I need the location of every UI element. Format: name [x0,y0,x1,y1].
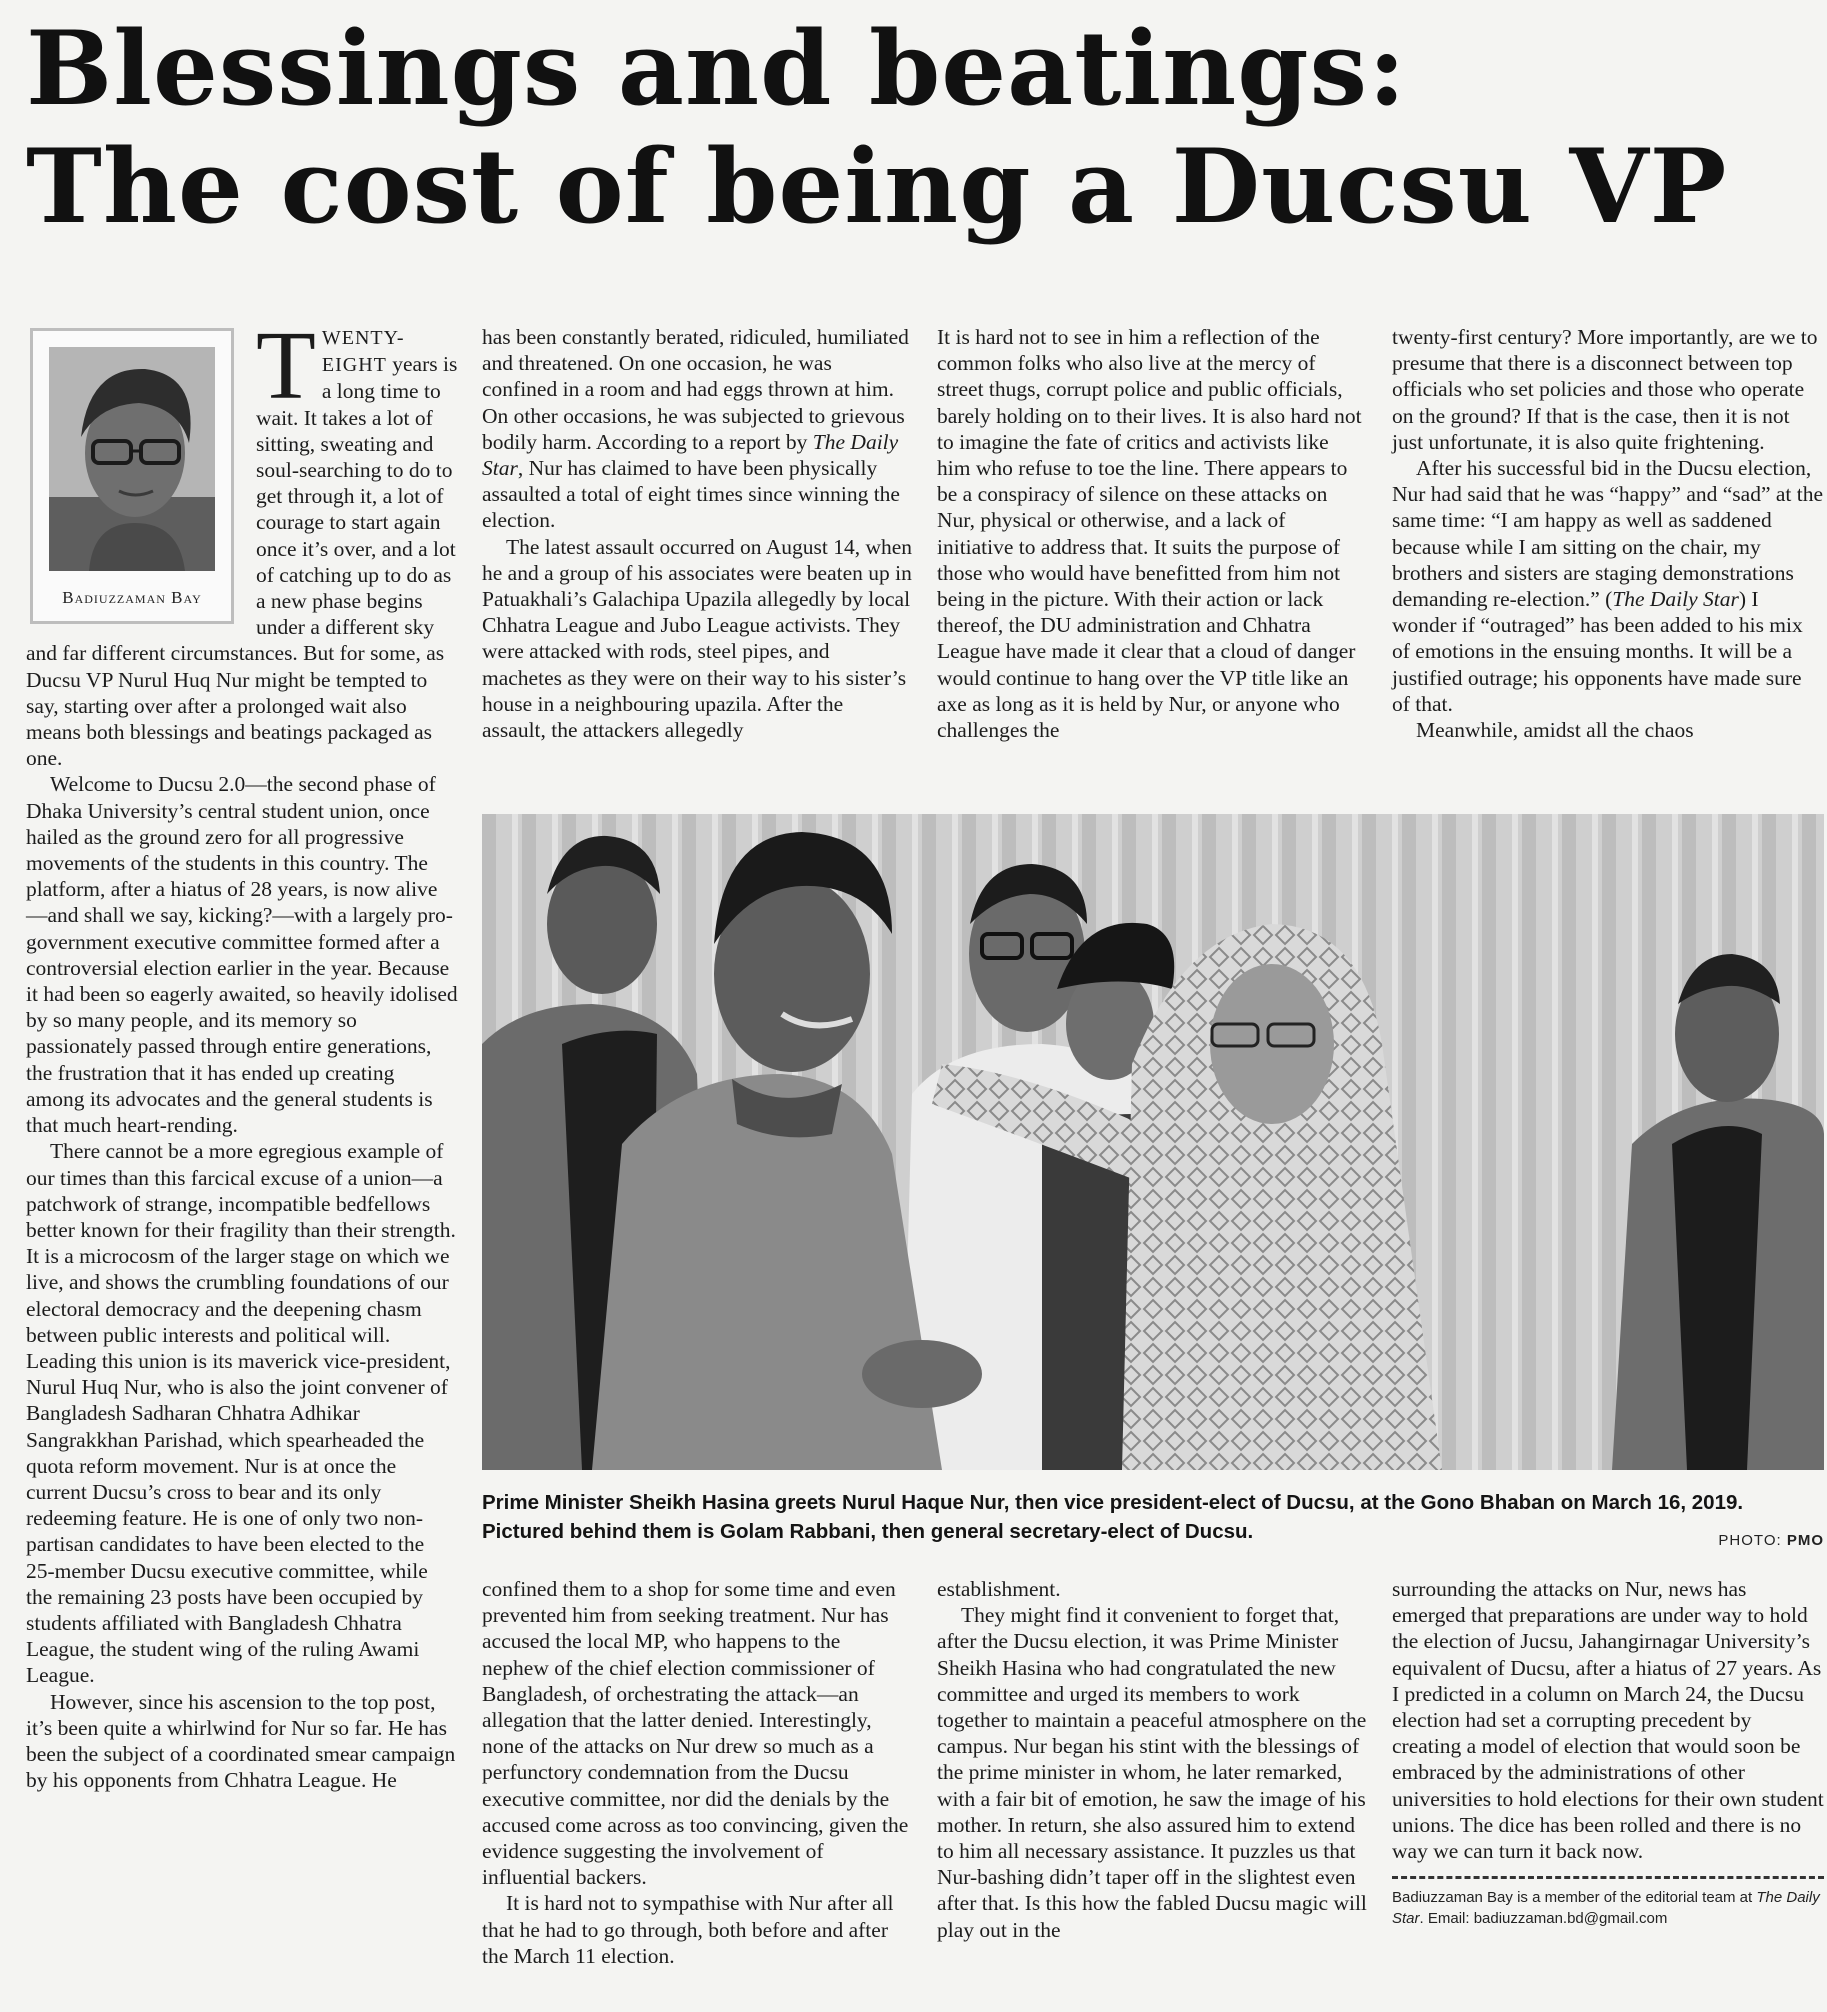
source-citation: The Daily Star [1612,587,1739,612]
paragraph: Meanwhile, amidst all the chaos [1416,718,1694,743]
author-name: Badiuzzaman Bay [62,588,202,607]
text-run: , Nur has claimed to have been physically assaulted a total of eight times since winning the election. [482,456,900,533]
paragraph: There cannot be a more egregious example of our times than this farcical excuse of a union—a patchwork of strange, incompatible bedfellows better known for their fragility than their strength. It is a microcosm of the larger stage on which we live, and shows the crumbling foundations of our electoral democracy and the deepening chasm between public interests and political will. Leading this union is its maverick vice-president, Nurul Huq Nur, who is also the joint convener of Bangladesh Sadharan Chhatra Adhikar Sangrakkhan Parishad, which spearheaded the quota reform movement. Nur is at once the current Ducsu’s cross to bear and its only redeeming feature. He is one of only two non-partisan candidates to have been elected to the 25-member Ducsu executive committee, while the remaining 23 posts have been occupied by students affiliated with Bangladesh Chhatra League, the student wing of the ruling Awami League. [26,1139,456,1688]
paragraph: It is hard not to sympathise with Nur after all that he had to go through, both before and after the March 11 election. [482,1891,894,1968]
paragraph: establishment. [937,1577,1061,1601]
paragraph: They might find it convenient to forget that, after the Ducsu election, it was Prime Minister Sheikh Hasina who had congratulated the new committee and urged its members to work together to maintain a peaceful atmosphere on the campus. Nur began his stint with the blessings of the prime minister in whom, he later remarked, with a fair bit of emotion, he saw the image of his mother. In return, she also assured him to extend to him all necessary assistance. It puzzles us that Nur-bashing didn’t taper off in the slightest even after that. Is this how the fabled Ducsu magic will play out in the [937,1603,1367,1942]
column-3-bottom [937,1576,1367,1943]
lead-caps: WENTY-EIGHT [321,327,405,377]
text-run: ) I wonder if “outraged” has been added to his mix of emotions in the ensuing months. It will be a justified outrage; his opponents have made sure of that. [1392,587,1803,716]
dropcap: T [256,312,316,420]
text-run: After his successful bid in the Ducsu election, Nur had said that he was “happy” and “sad” at the same time: “I am happy as well as saddened because while I am sitting on the chair, my brothers and sisters are staging demonstrations demanding re-election.” ( [1392,456,1824,612]
author-bio [1392,1887,1824,1929]
lead-text: years is a long time to wait. It takes a lot of sitting, sweating and soul-searching to do to get through it, a lot of courage to start again once it’s over, and a lot of catching up to do as a new phase begins under a different sky and far different circumstances. But for some, as Ducsu VP Nurul Huq Nur might be tempted to say, starting over after a prolonged wait also means both blessings and beatings packaged as one. [26,352,458,771]
paragraph: The latest assault occurred on August 14, when he and a group of his associates were beaten up in Patuakhali’s Galachipa Upazila allegedly by local Chhatra League and Jubo League activists. They were attacked with rods, steel pipes, and machetes as they were on their way to his sister’s house in a neighbouring upazila. After the assault, the attackers allegedly [482,534,913,743]
paragraph: However, since his ascension to the top post, it’s been quite a whirlwind for Nur so far. He has been the subject of a coordinated smear campaign by his opponents from Chhatra League. He [26,1689,456,1793]
paragraph: Welcome to Ducsu 2.0—the second phase of Dhaka University’s central student union, once hailed as the ground zero for all progressive movements of the students in this country. The platform, after a hiatus of 28 years, is now alive—and shall we say, kicking?—with a largely pro-government executive committee formed after a controversial election earlier in the year. Because it had been so eagerly awaited, so heavily idolised by so many people, and its memory so passionately passed through entire generations, the frustration that it has ended up creating among its advocates and the general students is that much heart-rending. [26,772,458,1138]
headline-line-1: Blessings and beatings: [26,9,1407,129]
author-photo [49,347,215,571]
paragraph [482,324,912,534]
text-run: . Email: badiuzzaman.bd@gmail.com [1419,1910,1668,1928]
source-citation: The Daily Star [482,429,899,481]
author-box [30,328,234,624]
paragraph [1392,455,1824,717]
news-photo-image [482,814,1824,1470]
column-2-bottom [482,1576,912,1969]
photo-credit [1718,1532,1824,1549]
photo-caption: Prime Minister Sheikh Hasina greets Nurul Haque Nur, then vice president-elect of Ducsu, at the Gono Bhaban on March 16, 2019. Pictured behind them is Golam Rabbani, then general secretary-elect of Ducsu. [482,1491,1744,1543]
paragraph: surrounding the attacks on Nur, news has emerged that preparations are under way to hold the election of Jucsu, Jahangirnagar University’s equivalent of Ducsu, after a hiatus of 27 years. As I predicted in a column on March 24, the Ducsu election had set a corrupting precedent by creating a model of election that would soon be embraced by the administrations of other universities to hold elections for their own student unions. The dice has been rolled and there is no way we can turn it back now. [1392,1577,1824,1864]
photo-credit-label: PHOTO: [1718,1532,1782,1549]
headline [26,10,1816,246]
column-2-top [482,324,912,743]
text-run: Badiuzzaman Bay is a member of the editorial team at [1392,1889,1757,1907]
photo-credit-source: PMO [1786,1532,1824,1549]
paragraph: It is hard not to see in him a reflection of the common folks who also live at the mercy of street thugs, corrupt police and public officials, barely holding on to their lives. It is also hard not to imagine the fate of critics and activists like him who refuse to toe the line. There appears to be a conspiracy of silence on these attacks on Nur, physical or otherwise, and a lack of initiative to address that. It suits the purpose of those who would have benefitted from him not being in the picture. With their action or lack thereof, the DU administration and Chhatra League have made it clear that a cloud of danger would continue to hang over the VP title like an axe as long as it is held by Nur, or anyone who challenges the [937,325,1362,743]
headline-line-2: The cost of being a Ducsu VP [26,127,1728,247]
paragraph: twenty-first century? More importantly, are we to presume that there is a disconnect between top officials who set policies and those who operate on the ground? If that is the case, then it is not just unfortunate, it is also quite frightening. [1392,325,1818,454]
bio-divider [1392,1876,1824,1879]
column-1 [26,312,458,1793]
paragraph: confined them to a shop for some time and even prevented him from seeking treatment. Nur has accused the local MP, who happens to the nephew of the chief election commissioner of Bangladesh, of orchestrating the attack—an allegation that the latter denied. Interestingly, none of the attacks on Nur drew so much as a perfunctory condemnation from the Ducsu executive committee, nor did the denials by the accused come across as too convincing, given the evidence suggesting the involvement of influential backers. [482,1577,909,1890]
source-citation: The Daily Star [1392,1889,1820,1928]
text-run: has been constantly berated, ridiculed, humiliated and threatened. On one occasion, he was confined in a room and had eggs thrown at him. On other occasions, he was subjected to grievous bodily harm. According to a report by [482,325,909,454]
news-photo [482,814,1824,1470]
column-4-top [1392,324,1824,743]
column-3-top [937,324,1367,743]
column-4-bottom [1392,1576,1824,1929]
